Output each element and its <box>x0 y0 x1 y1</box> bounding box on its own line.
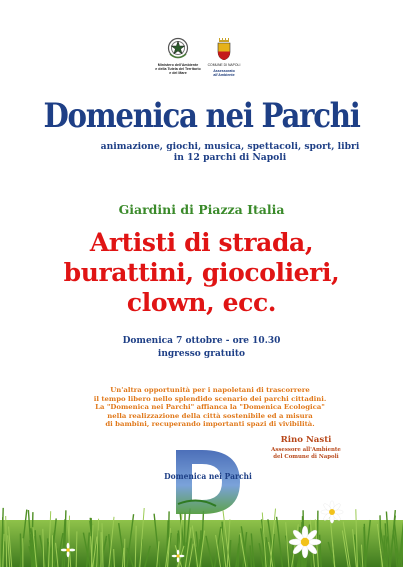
domenica-nei-parchi-d-logo-icon <box>158 446 258 518</box>
ministry-logo <box>146 36 210 76</box>
poster-title: Domenica nei Parchi <box>43 96 360 136</box>
description-line: La "Domenica nei Parchi" affianca la "Domenica Ecologica" <box>95 403 325 412</box>
napoli-sub-line: Assessorato <box>213 69 235 73</box>
ministry-caption-line: e del Mare <box>169 71 187 76</box>
napoli-logo <box>203 38 245 77</box>
daisy-icon <box>321 501 343 523</box>
ministry-caption-line: Ministero dell'Ambiente <box>157 63 199 67</box>
signature-name: Rino Nasti <box>280 435 332 445</box>
headline-line: Artisti di strada, <box>89 228 314 257</box>
description-text <box>60 386 360 429</box>
grass-blade <box>76 531 77 567</box>
event-date-block <box>0 335 403 361</box>
signature-role-line: del Comune di Napoli <box>273 454 339 460</box>
napoli-sub-caption <box>203 69 245 77</box>
description-line: di bambini, recuperando importanti spazi di vivibilità. <box>105 420 315 429</box>
ministry-caption-line: e della Tutela del Territorio <box>155 67 201 72</box>
bottom-logo-text: Domenica nei Parchi <box>164 471 252 481</box>
entry-info: ingresso gratuito <box>157 349 246 359</box>
subtitle-line: animazione, giochi, musica, spettacoli, sport, libri <box>100 141 360 152</box>
venue-name: Giardini di Piazza Italia <box>118 202 285 217</box>
napoli-sub-line: all'Ambiente <box>213 73 235 77</box>
signature-role <box>246 447 366 461</box>
description-line: Un'altra opportunità per i napoletani di trascorrere <box>110 386 310 394</box>
napoli-coat-of-arms-icon <box>216 38 232 60</box>
description-line: il tempo libero nello splendido scenario dei parchi cittadini. <box>93 394 327 403</box>
napoli-caption: COMUNE DI NAPOLI <box>207 63 241 67</box>
daisy-icon <box>289 526 321 558</box>
signature-role-line: Assessore all'Ambiente <box>271 447 341 453</box>
headline-line: clown, ecc. <box>126 288 277 317</box>
signature-block <box>246 435 366 461</box>
event-date: Domenica 7 ottobre - ore 10.30 <box>122 336 281 346</box>
description-line: nella realizzazione della città sostenibile ed a misura <box>107 411 313 420</box>
event-headline <box>0 228 403 318</box>
poster-subtitle <box>100 141 360 163</box>
italian-republic-emblem-icon <box>167 36 189 60</box>
ministry-caption <box>146 63 210 76</box>
headline-line: burattini, giocolieri, <box>63 258 340 287</box>
subtitle-line: in 12 parchi di Napoli <box>173 152 287 163</box>
